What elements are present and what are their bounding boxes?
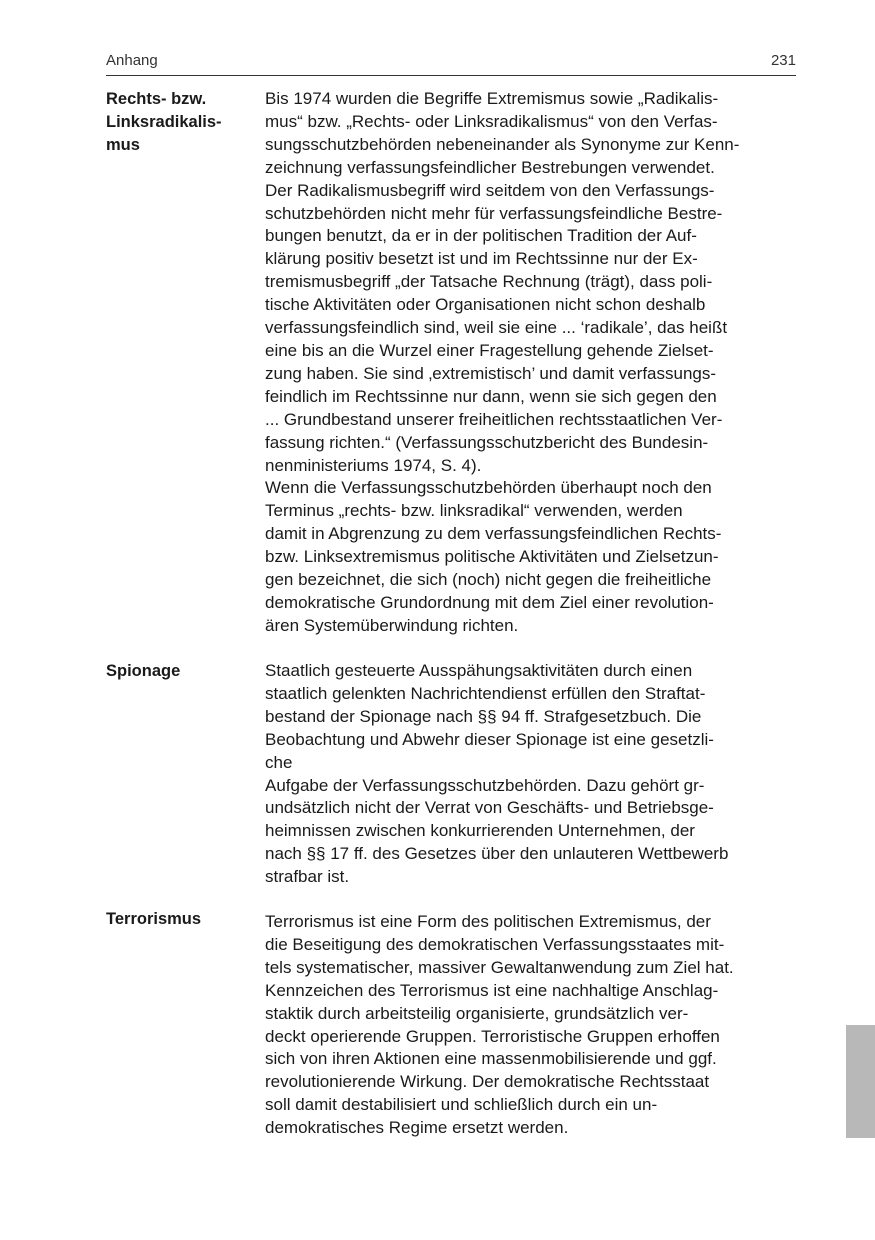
term-line: mus	[106, 136, 140, 154]
definition-line: deckt operierende Gruppen. Terroristische Gruppen erhoffen	[265, 1026, 720, 1046]
definition-line: bzw. Linksextremismus politische Aktivitäten und Zielsetzun-	[265, 547, 719, 567]
definition-line: bestand der Spionage nach §§ 94 ff. Strafgesetzbuch. Die	[265, 706, 702, 726]
term-line: Linksradikalis-	[106, 113, 222, 131]
definition-line: ... Grundbestand unserer freiheitlichen rechtsstaatlichen Ver-	[265, 409, 723, 429]
definition-line: sungsschutzbehörden nebeneinander als Synonyme zur Kenn-	[265, 134, 740, 154]
definition-line: heimnissen zwischen konkurrierenden Unternehmen, der	[265, 821, 695, 841]
term-line: Rechts- bzw.	[106, 90, 207, 108]
definition-line: tremismusbegriff „der Tatsache Rechnung (trägt), dass poli-	[265, 272, 713, 292]
glossary-definition-terrorismus	[265, 911, 805, 1140]
definition-line: Terrorismus ist eine Form des politischen Extremismus, der	[265, 912, 711, 931]
definition-line: klärung positiv besetzt ist und im Rechtssinne nur der Ex-	[265, 249, 698, 269]
definition-line: tische Aktivitäten oder Organisationen nicht schon deshalb	[265, 295, 706, 315]
definition-line: soll damit destabilisiert und schließlich durch ein un-	[265, 1095, 658, 1115]
definition-line: Bis 1974 wurden die Begriffe Extremismus sowie „Radikalis-	[265, 89, 719, 108]
definition-line: staatlich gelenkten Nachrichtendienst erfüllen den Straftat-	[265, 683, 706, 703]
definition-line: demokratische Grundordnung mit dem Ziel einer revolution-	[265, 592, 714, 612]
definition-line: undsätzlich nicht der Verrat von Geschäfts- und Betriebsge-	[265, 798, 714, 818]
definition-line: bungen benutzt, da er in der politischen Tradition der Auf-	[265, 226, 697, 246]
glossary-definition-spionage	[265, 660, 805, 889]
definition-line: nenministeriums 1974, S. 4).	[265, 455, 482, 475]
definition-line: Beobachtung und Abwehr dieser Spionage ist eine gesetzli-	[265, 729, 714, 749]
definition-line: che	[265, 752, 293, 772]
term-line: Terrorismus	[106, 910, 202, 928]
definition-line: verfassungsfeindlich sind, weil sie eine ... ‘radikale’, das heißt	[265, 318, 728, 338]
definition-line: revolutionierende Wirkung. Der demokratische Rechtsstaat	[265, 1072, 710, 1092]
definition-line: gen bezeichnet, die sich (noch) nicht gegen die freiheitliche	[265, 570, 712, 590]
glossary-term-terrorismus	[106, 908, 254, 931]
definition-line: damit in Abgrenzung zu dem verfassungsfeindlichen Rechts-	[265, 524, 722, 544]
glossary-term-spionage	[106, 660, 254, 683]
definition-line: fassung richten.“ (Verfassungsschutzbericht des Bundesin-	[265, 432, 709, 452]
definition-line: eine bis an die Wurzel einer Fragestellung gehende Zielset-	[265, 340, 714, 360]
definition-line: zeichnung verfassungsfeindlicher Bestrebungen verwendet.	[265, 157, 715, 177]
definition-line: Der Radikalismusbegriff wird seitdem von den Verfassungs-	[265, 180, 715, 200]
glossary-term-radikalismus	[106, 88, 254, 157]
definition-line: nach §§ 17 ff. des Gesetzes über den unlauteren Wettbewerb	[265, 844, 729, 864]
definition-line: zung haben. Sie sind ‚extremistisch’ und damit verfassungs-	[265, 363, 717, 383]
definition-line: feindlich im Rechtssinne nur dann, wenn sie sich gegen den	[265, 386, 717, 406]
page-number: 231	[770, 52, 796, 69]
glossary-definition-radikalismus	[265, 88, 805, 638]
definition-line: strafbar ist.	[265, 867, 350, 887]
running-header	[106, 51, 796, 76]
definition-line: mus“ bzw. „Rechts- oder Linksradikalismus“ von den Verfas-	[265, 111, 718, 131]
definition-line: die Beseitigung des demokratischen Verfassungsstaates mit-	[265, 934, 725, 954]
chapter-thumb-tab	[846, 1025, 875, 1138]
definition-line: Staatlich gesteuerte Ausspähungsaktivitäten durch einen	[265, 661, 693, 680]
section-title: Anhang	[106, 52, 158, 69]
term-line: Spionage	[106, 662, 181, 680]
definition-line: ären Systemüberwindung richten.	[265, 615, 519, 635]
definition-line: Kennzeichen des Terrorismus ist eine nachhaltige Anschlag-	[265, 980, 719, 1000]
definition-line: staktik durch arbeitsteilig organisierte, grundsätzlich ver-	[265, 1003, 689, 1023]
definition-line: sich von ihren Aktionen eine massenmobilisierende und ggf.	[265, 1049, 717, 1069]
definition-line: Aufgabe der Verfassungsschutzbehörden. Dazu gehört gr-	[265, 775, 705, 795]
definition-line: Wenn die Verfassungsschutzbehörden überhaupt noch den	[265, 478, 712, 498]
definition-line: schutzbehörden nicht mehr für verfassungsfeindliche Bestre-	[265, 203, 723, 223]
definition-line: tels systematischer, massiver Gewaltanwendung zum Ziel hat.	[265, 957, 734, 977]
definition-line: demokratisches Regime ersetzt werden.	[265, 1118, 569, 1138]
definition-line: Terminus „rechts- bzw. linksradikal“ verwenden, werden	[265, 501, 683, 521]
